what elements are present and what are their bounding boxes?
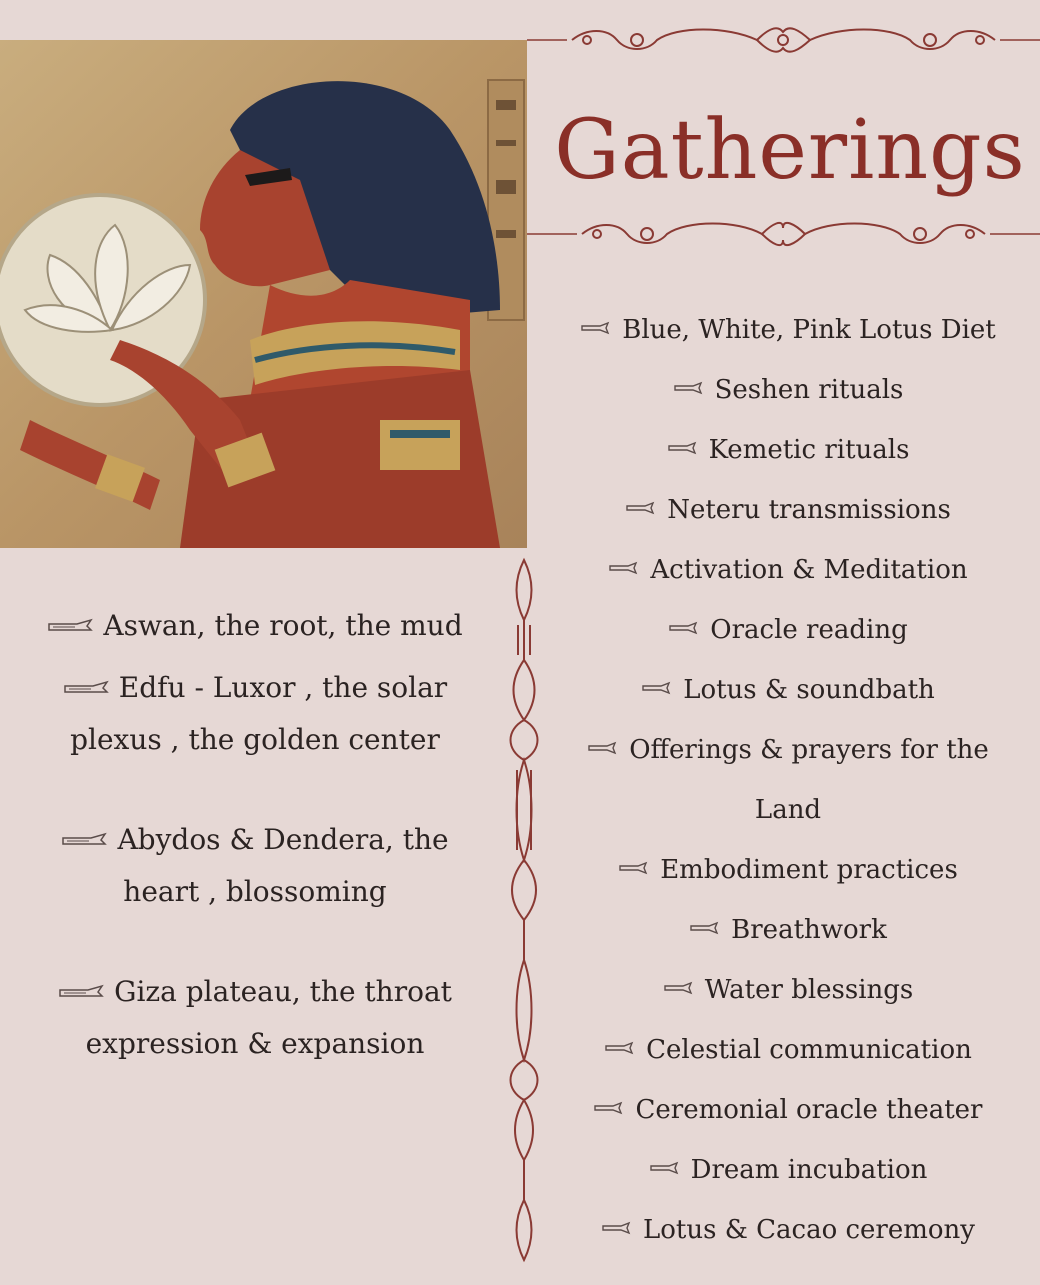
practice-item [548,540,1028,600]
bottom-flourish-ornament [527,214,1040,254]
practice-label: Land [754,795,822,825]
practice-item [548,300,1028,360]
page-title: Gatherings [554,103,1026,198]
practice-label: Activation & Meditation [650,555,968,585]
practice-label: Oracle reading [710,615,908,645]
pointing-hand-icon [641,681,671,695]
top-flourish-ornament [527,18,1040,58]
practice-item [548,960,1028,1020]
pointing-hand-icon [668,621,698,635]
practice-label: Breathwork [731,915,887,945]
location-item [20,814,490,966]
practice-item [548,1140,1028,1200]
practice-label: Kemetic rituals [708,435,910,465]
pointing-hand-icon [61,832,107,848]
pointing-hand-icon [608,561,638,575]
pointing-hand-icon [649,1161,679,1175]
location-label: Aswan, the root, the mud [103,609,463,642]
pointing-hand-icon [587,741,617,755]
practice-label: Water blessings [704,975,914,1005]
pointing-hand-icon [580,321,610,335]
practice-item [548,720,1028,780]
practice-item [548,840,1028,900]
pointing-hand-icon [667,441,697,455]
practice-label: Offerings & prayers for the [629,735,989,765]
practice-item [548,420,1028,480]
pointing-hand-icon [604,1041,634,1055]
practice-label: Seshen rituals [714,375,904,405]
practice-item-continued [548,780,1028,840]
practice-label: Lotus & soundbath [683,675,935,705]
practice-label: Embodiment practices [660,855,958,885]
practice-item [548,360,1028,420]
pointing-hand-icon [625,501,655,515]
pointing-hand-icon [58,984,104,1000]
pointing-hand-icon [673,381,703,395]
location-item [20,662,490,814]
location-item [20,966,490,1096]
location-item [20,600,490,662]
practice-item [548,900,1028,960]
practice-item [548,1020,1028,1080]
practice-item [548,660,1028,720]
practice-item [548,1200,1028,1260]
location-label: Abydos & Dendera, the [117,823,449,856]
practices-list [548,300,1028,1260]
practice-item [548,480,1028,540]
vertical-ornament-divider [500,550,548,1270]
location-label: Giza plateau, the throat [114,975,452,1008]
pointing-hand-icon [689,921,719,935]
egyptian-relief-image [0,40,527,548]
practice-item [548,600,1028,660]
pointing-hand-icon [601,1221,631,1235]
practice-item [548,1080,1028,1140]
pointing-hand-icon [618,861,648,875]
locations-list [20,600,490,1096]
practice-label: Celestial communication [646,1035,972,1065]
practice-label: Lotus & Cacao ceremony [642,1215,975,1245]
location-label-continued: expression & expansion [85,1027,425,1060]
practice-label: Dream incubation [690,1155,928,1185]
practice-label: Ceremonial oracle theater [635,1095,983,1125]
practice-label: Neteru transmissions [667,495,951,525]
location-label-continued: heart , blossoming [123,875,387,908]
pointing-hand-icon [663,981,693,995]
practice-label: Blue, White, Pink Lotus Diet [622,315,996,345]
pointing-hand-icon [593,1101,623,1115]
location-label: Edfu - Luxor , the solar [118,671,448,704]
pointing-hand-icon [47,618,93,634]
pointing-hand-icon [63,680,109,696]
location-label-continued: plexus , the golden center [70,723,440,756]
